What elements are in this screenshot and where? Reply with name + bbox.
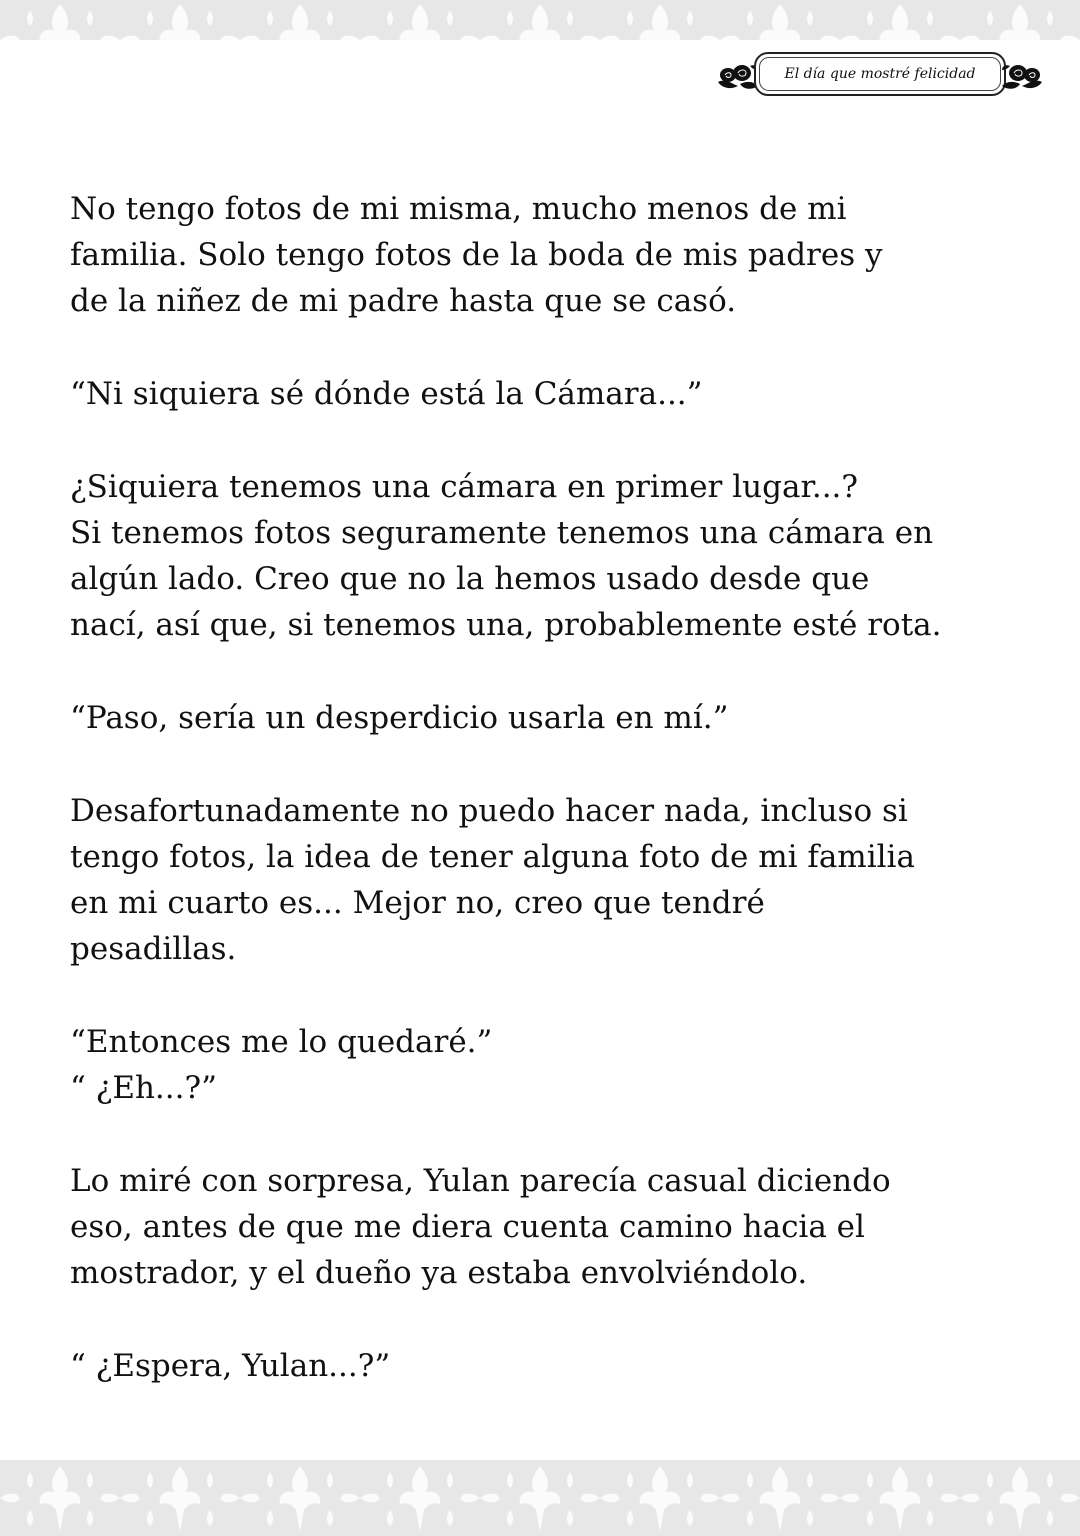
text-line: No tengo fotos de mi misma, mucho menos de mi	[70, 191, 847, 227]
text-line: Lo miré con sorpresa, Yulan parecía casual diciendo	[70, 1163, 891, 1199]
body-text	[70, 186, 1030, 1436]
paragraph	[70, 186, 1030, 324]
paragraph	[70, 1158, 1030, 1296]
paragraph	[70, 1343, 1030, 1389]
paragraph	[70, 695, 1030, 741]
text-line: “Paso, sería un desperdicio usarla en mí.”	[70, 700, 729, 736]
text-line: nací, así que, si tenemos una, probablemente esté rota.	[70, 607, 942, 643]
damask-pattern-bottom	[0, 1460, 1080, 1536]
paragraph	[70, 464, 1030, 648]
text-line: ¿Siquiera tenemos una cámara en primer lugar...?	[70, 469, 859, 505]
text-line: mostrador, y el dueño ya estaba envolviéndolo.	[70, 1255, 808, 1291]
damask-pattern-top	[0, 0, 1080, 40]
chapter-title: El día que mostré felicidad	[784, 66, 976, 82]
text-line: “Ni siquiera sé dónde está la Cámara...”	[70, 376, 703, 412]
text-line: tengo fotos, la idea de tener alguna foto de mi familia	[70, 839, 915, 875]
paragraph	[70, 788, 1030, 972]
text-line: Desafortunadamente no puedo hacer nada, incluso si	[70, 793, 908, 829]
text-line: de la niñez de mi padre hasta que se casó.	[70, 283, 737, 319]
text-line: algún lado. Creo que no la hemos usado desde que	[70, 561, 870, 597]
text-line: eso, antes de que me diera cuenta camino hacia el	[70, 1209, 865, 1245]
rose-ornament-right-icon	[1000, 58, 1044, 92]
text-line: en mi cuarto es... Mejor no, creo que tendré	[70, 885, 765, 921]
paragraph	[70, 371, 1030, 417]
text-line: Si tenemos fotos seguramente tenemos una cámara en	[70, 515, 934, 551]
chapter-header-tag	[716, 52, 1044, 98]
bottom-damask-band	[0, 1460, 1080, 1536]
paragraph	[70, 1019, 1030, 1111]
text-line: “ ¿Eh...?”	[70, 1070, 217, 1106]
text-line: pesadillas.	[70, 931, 237, 967]
text-line: familia. Solo tengo fotos de la boda de mis padres y	[70, 237, 883, 273]
text-line: “ ¿Espera, Yulan...?”	[70, 1348, 391, 1384]
top-damask-band	[0, 0, 1080, 40]
text-line: “Entonces me lo quedaré.”	[70, 1024, 493, 1060]
